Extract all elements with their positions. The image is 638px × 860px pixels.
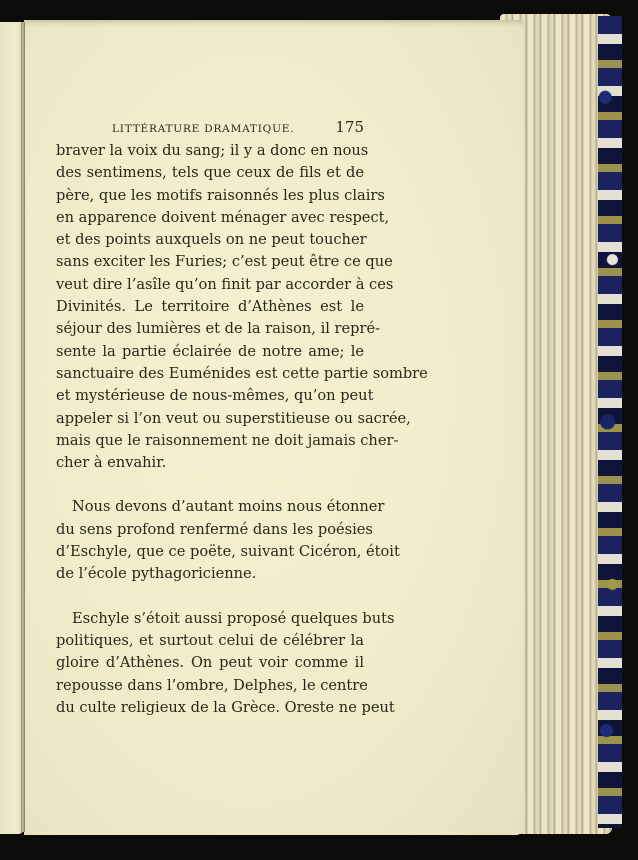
text-line: sente la partie éclairée de notre ame; le xyxy=(56,342,364,360)
text-line: Eschyle s’étoit aussi proposé quelques buts xyxy=(72,609,395,627)
text-line: du culte religieux de la Grèce. Oreste ne peut xyxy=(56,698,395,716)
text-line: repousse dans l’ombre, Delphes, le centre xyxy=(56,676,368,694)
text-line: appeler si l’on veut ou superstitieuse ou sacrée, xyxy=(56,409,411,427)
running-title: LITTÉRATURE DRAMATIQUE. xyxy=(112,123,295,135)
text-line: en apparence doivent ménager avec respect, xyxy=(56,208,390,226)
paragraph-1 xyxy=(56,140,428,474)
text-line: cher à envahir. xyxy=(56,454,167,472)
text-line: mais que le raisonnement ne doit jamais cher- xyxy=(56,431,399,449)
text-line: du sens profond renfermé dans les poésies xyxy=(56,520,373,538)
paragraph-gap xyxy=(56,474,364,496)
paragraph-gap xyxy=(56,586,364,608)
text-line: séjour des lumières et de la raison, il repré- xyxy=(56,320,381,338)
page-text xyxy=(56,118,428,719)
text-line: sanctuaire des Euménides est cette partie sombre xyxy=(56,364,428,382)
text-line: gloire d’Athènes. On peut voir comme il xyxy=(56,654,364,672)
text-line: des sentimens, tels que ceux de fils et de xyxy=(56,164,364,182)
text-line: braver la voix du sang; il y a donc en nous xyxy=(56,142,369,159)
paragraph-3 xyxy=(56,608,395,719)
text-line: et des points auxquels on ne peut toucher xyxy=(56,231,367,249)
text-line: et mystérieuse de nous-mêmes, qu’on peut xyxy=(56,387,374,405)
text-line: sans exciter les Furies; c’est peut être ce que xyxy=(56,253,393,271)
text-line: d’Eschyle, que ce poëte, suivant Cicéron, étoit xyxy=(56,543,400,561)
marbled-cover-edge xyxy=(598,16,622,828)
text-line: veut dire l’asîle qu’on finit par accorder à ces xyxy=(56,275,394,293)
text-line: de l’école pythagoricienne. xyxy=(56,565,257,583)
text-line: politiques, et surtout celui de célébrer la xyxy=(56,631,364,649)
page-number: 175 xyxy=(335,118,364,136)
text-line: Nous devons d’autant moins nous étonner xyxy=(72,498,385,516)
paragraph-2 xyxy=(56,496,400,585)
text-line: Divinités. Le territoire d’Athènes est le xyxy=(56,298,364,316)
running-head xyxy=(56,118,364,140)
text-line: père, que les motifs raisonnés les plus clairs xyxy=(56,186,385,204)
gutter xyxy=(21,22,25,832)
